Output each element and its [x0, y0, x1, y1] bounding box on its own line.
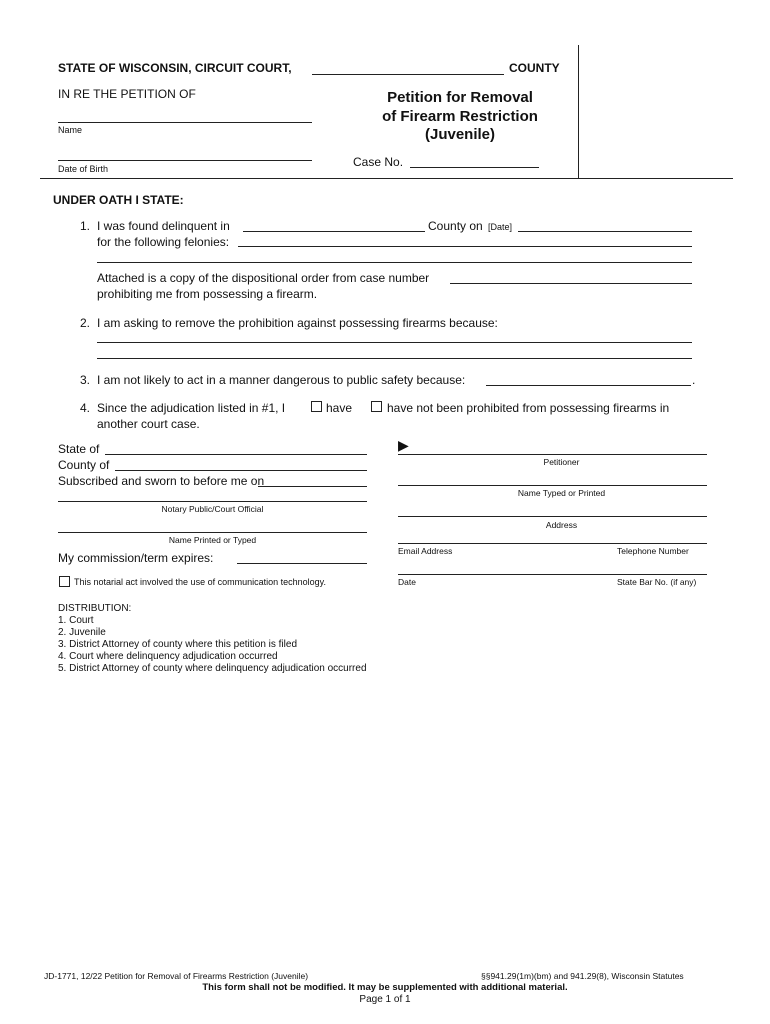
header-bottom-rule	[40, 178, 733, 179]
header-vertical-rule	[578, 45, 579, 178]
petitioner-label: Petitioner	[543, 457, 580, 467]
date-barno-blank[interactable]	[398, 574, 707, 575]
item1-date-label: [Date]	[488, 222, 513, 232]
item4-text: Since the adjudication listed in #1, I	[97, 401, 286, 415]
item2-text: I am asking to remove the prohibition against possessing firearms because:	[97, 316, 498, 330]
item2-number: 2.	[80, 316, 91, 330]
item3-number: 3.	[80, 373, 91, 387]
distribution-item-1: 1. Court	[58, 615, 94, 626]
subscribed-date-blank[interactable]	[258, 486, 367, 487]
notary-name-label: Name Printed or Typed	[168, 535, 257, 545]
name-label: Name	[58, 125, 83, 135]
case-number-blank[interactable]	[450, 283, 692, 284]
safety-blank[interactable]	[486, 385, 691, 386]
county-of-label: County of	[58, 458, 110, 472]
distribution-heading: DISTRIBUTION:	[58, 603, 132, 614]
reason-blank-1[interactable]	[97, 342, 692, 343]
address-blank-1[interactable]	[398, 516, 707, 517]
item4-number: 4.	[80, 401, 91, 415]
address-label: Address	[545, 520, 578, 530]
email-label: Email Address	[398, 546, 453, 556]
felonies-blank-2[interactable]	[97, 262, 692, 263]
notary-signature-blank[interactable]	[58, 501, 367, 502]
court-prefix: STATE OF WISCONSIN, CIRCUIT COURT,	[58, 61, 292, 75]
item1-number: 1.	[80, 219, 91, 233]
have-checkbox[interactable]	[311, 401, 322, 412]
item1-date-blank[interactable]	[518, 231, 692, 232]
dob-label: Date of Birth	[58, 164, 109, 174]
attached-line-1: Attached is a copy of the dispositional order from case number	[97, 271, 430, 285]
oath-heading: UNDER OATH I STATE:	[53, 193, 184, 207]
title-line-1: Petition for Removal	[387, 89, 533, 106]
state-of-label: State of	[58, 442, 100, 456]
distribution-item-5: 5. District Attorney of county where delinquency adjudication occurred	[58, 663, 367, 674]
telephone-label: Telephone Number	[617, 546, 689, 556]
commission-label: My commission/term expires:	[58, 551, 214, 565]
name-blank[interactable]	[58, 122, 312, 123]
name-typed-label: Name Typed or Printed	[517, 488, 606, 498]
footer-statutes: §§941.29(1m)(bm) and 941.29(8), Wisconsin Statutes	[481, 971, 684, 981]
have-not-checkbox[interactable]	[371, 401, 382, 412]
distribution-item-3: 3. District Attorney of county where this petition is filed	[58, 639, 297, 650]
state-bar-label: State Bar No. (if any)	[617, 577, 697, 587]
footer-notice: This form shall not be modified. It may be supplemented with additional material.	[202, 982, 568, 993]
title-line-3: (Juvenile)	[424, 126, 496, 143]
attached-line-2: prohibiting me from possessing a firearm.	[97, 287, 318, 301]
have-not-label: have not been prohibited from possessing firearms in	[387, 401, 670, 415]
dob-blank[interactable]	[58, 160, 312, 161]
felonies-blank-1[interactable]	[238, 246, 692, 247]
footer-page: Page 1 of 1	[359, 994, 411, 1005]
reason-blank-2[interactable]	[97, 358, 692, 359]
county-blank[interactable]	[312, 74, 504, 75]
have-label: have	[326, 401, 353, 415]
date-label: Date	[398, 577, 416, 587]
item1-county-blank[interactable]	[243, 231, 425, 232]
item1-text: I was found delinquent in	[97, 219, 230, 233]
item3-period: .	[692, 373, 696, 387]
petition-of-label: IN RE THE PETITION OF	[58, 87, 196, 101]
item1-county-on: County on	[428, 219, 483, 233]
county-of-blank[interactable]	[115, 470, 367, 471]
case-no-label: Case No.	[353, 155, 404, 169]
notary-official-label: Notary Public/Court Official	[161, 504, 264, 514]
distribution-item-2: 2. Juvenile	[58, 627, 106, 638]
distribution-block	[58, 603, 367, 675]
item3-text: I am not likely to act in a manner dangerous to public safety because:	[97, 373, 466, 387]
item1-felonies: for the following felonies:	[97, 235, 230, 249]
form-title	[370, 89, 550, 145]
county-label: COUNTY	[509, 61, 560, 75]
item4-line-2: another court case.	[97, 417, 200, 431]
case-no-blank[interactable]	[410, 167, 539, 168]
tech-note: This notarial act involved the use of communication technology.	[74, 577, 326, 587]
subscribed-label: Subscribed and sworn to before me on	[58, 474, 265, 488]
commission-blank[interactable]	[237, 563, 367, 564]
name-typed-blank[interactable]	[398, 485, 707, 486]
title-line-2: of Firearm Restriction	[382, 107, 538, 125]
distribution-item-4: 4. Court where delinquency adjudication occurred	[58, 651, 278, 662]
tech-checkbox[interactable]	[59, 576, 70, 587]
arrow-icon: ▶	[398, 437, 409, 453]
footer-form-id: JD-1771, 12/22 Petition for Removal of Firearms Restriction (Juvenile)	[44, 971, 309, 981]
state-of-blank[interactable]	[105, 454, 367, 455]
address-blank-2[interactable]	[398, 543, 707, 544]
petitioner-signature-blank[interactable]	[398, 454, 707, 455]
notary-name-blank[interactable]	[58, 532, 367, 533]
